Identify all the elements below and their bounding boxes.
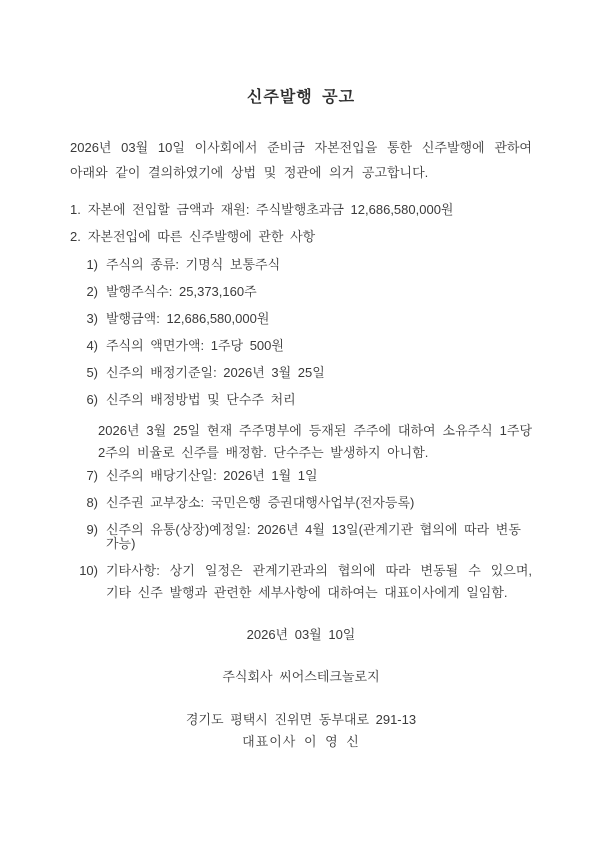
sub-item-number: 4) xyxy=(86,338,98,353)
sub-item-number: 9) xyxy=(86,522,98,537)
sub-item-number: 3) xyxy=(86,311,98,326)
page-title: 신주발행 공고 xyxy=(246,89,356,106)
signature-address: 경기도 평택시 진위면 동부대로 291-13 xyxy=(185,712,417,727)
sub-item-text: 주식의 종류: 기명식 보통주식 xyxy=(106,257,281,272)
sub-item-4 xyxy=(70,339,532,353)
sub-item-number: 6) xyxy=(86,392,98,407)
sub-item-5 xyxy=(70,366,532,380)
sub-item-3 xyxy=(70,312,532,326)
sub-item-9 xyxy=(70,523,532,551)
sub-item-number: 2) xyxy=(86,284,98,299)
item-text: 자본전입에 따른 신주발행에 관한 사항 xyxy=(87,229,316,244)
sub-item-10 xyxy=(70,564,532,604)
item-text: 자본에 전입할 금액과 재원: 주식발행초과금 12,686,580,000원 xyxy=(87,202,454,217)
sub-item-text: 발행주식수: 25,373,160주 xyxy=(106,284,257,299)
sub-item-number: 10) xyxy=(79,563,98,578)
sub-item-number: 8) xyxy=(86,495,98,510)
sub-item-text: 기타사항: 상기 일정은 관계기관과의 협의에 따라 변동될 수 있으며, 기타 신주 발행과 관련한 세부사항에 대하여는 대표이사에게 일임함. xyxy=(106,563,532,600)
sub-item-text: 신주의 유통(상장)예정일: 2026년 4월 13일(관계기관 협의에 따라 변동 가능) xyxy=(106,522,521,551)
sub-item-text: 신주의 배정방법 및 단수주 처리 xyxy=(106,392,296,407)
sub-item-number: 1) xyxy=(86,257,98,272)
sub-item-text: 신주권 교부장소: 국민은행 증권대행사업부(전자등록) xyxy=(106,495,415,510)
sub-item-6 xyxy=(70,393,532,407)
main-list xyxy=(70,203,532,244)
item-number: 1. xyxy=(70,202,81,217)
sub-item-number: 5) xyxy=(86,365,98,380)
sub-item-2 xyxy=(70,285,532,299)
signature-ceo: 대표이사 이 영 신 xyxy=(242,734,360,749)
signature-block xyxy=(70,628,532,749)
item-number: 2. xyxy=(70,229,81,244)
sub-list xyxy=(70,258,532,604)
sub-item-text: 주식의 액면가액: 1주당 500원 xyxy=(106,338,284,353)
sub-item-text: 발행금액: 12,686,580,000원 xyxy=(106,311,270,326)
list-item-2 xyxy=(70,230,532,244)
sub-item-8 xyxy=(70,496,532,510)
intro-paragraph: 2026년 03월 10일 이사회에서 준비금 자본전입을 통한 신주발행에 관하여 아래와 같이 결의하였기에 상법 및 정관에 의거 공고합니다. xyxy=(70,140,532,180)
signature-company: 주식회사 씨어스테크놀로지 xyxy=(222,669,380,684)
sub-item-text: 신주의 배당기산일: 2026년 1월 1일 xyxy=(106,468,318,483)
list-item-1 xyxy=(70,203,532,217)
signature-date: 2026년 03월 10일 xyxy=(246,627,356,642)
allocation-note: 2026년 3월 25일 현재 주주명부에 등재된 주주에 대하여 소유주식 1주당 2주의 비율로 신주를 배정함. 단수주는 발생하지 아니함. xyxy=(98,423,532,460)
sub-item-text: 신주의 배정기준일: 2026년 3월 25일 xyxy=(106,365,325,380)
sub-item-number: 7) xyxy=(86,468,98,483)
sub-item-7 xyxy=(70,469,532,483)
sub-item-1 xyxy=(70,258,532,272)
